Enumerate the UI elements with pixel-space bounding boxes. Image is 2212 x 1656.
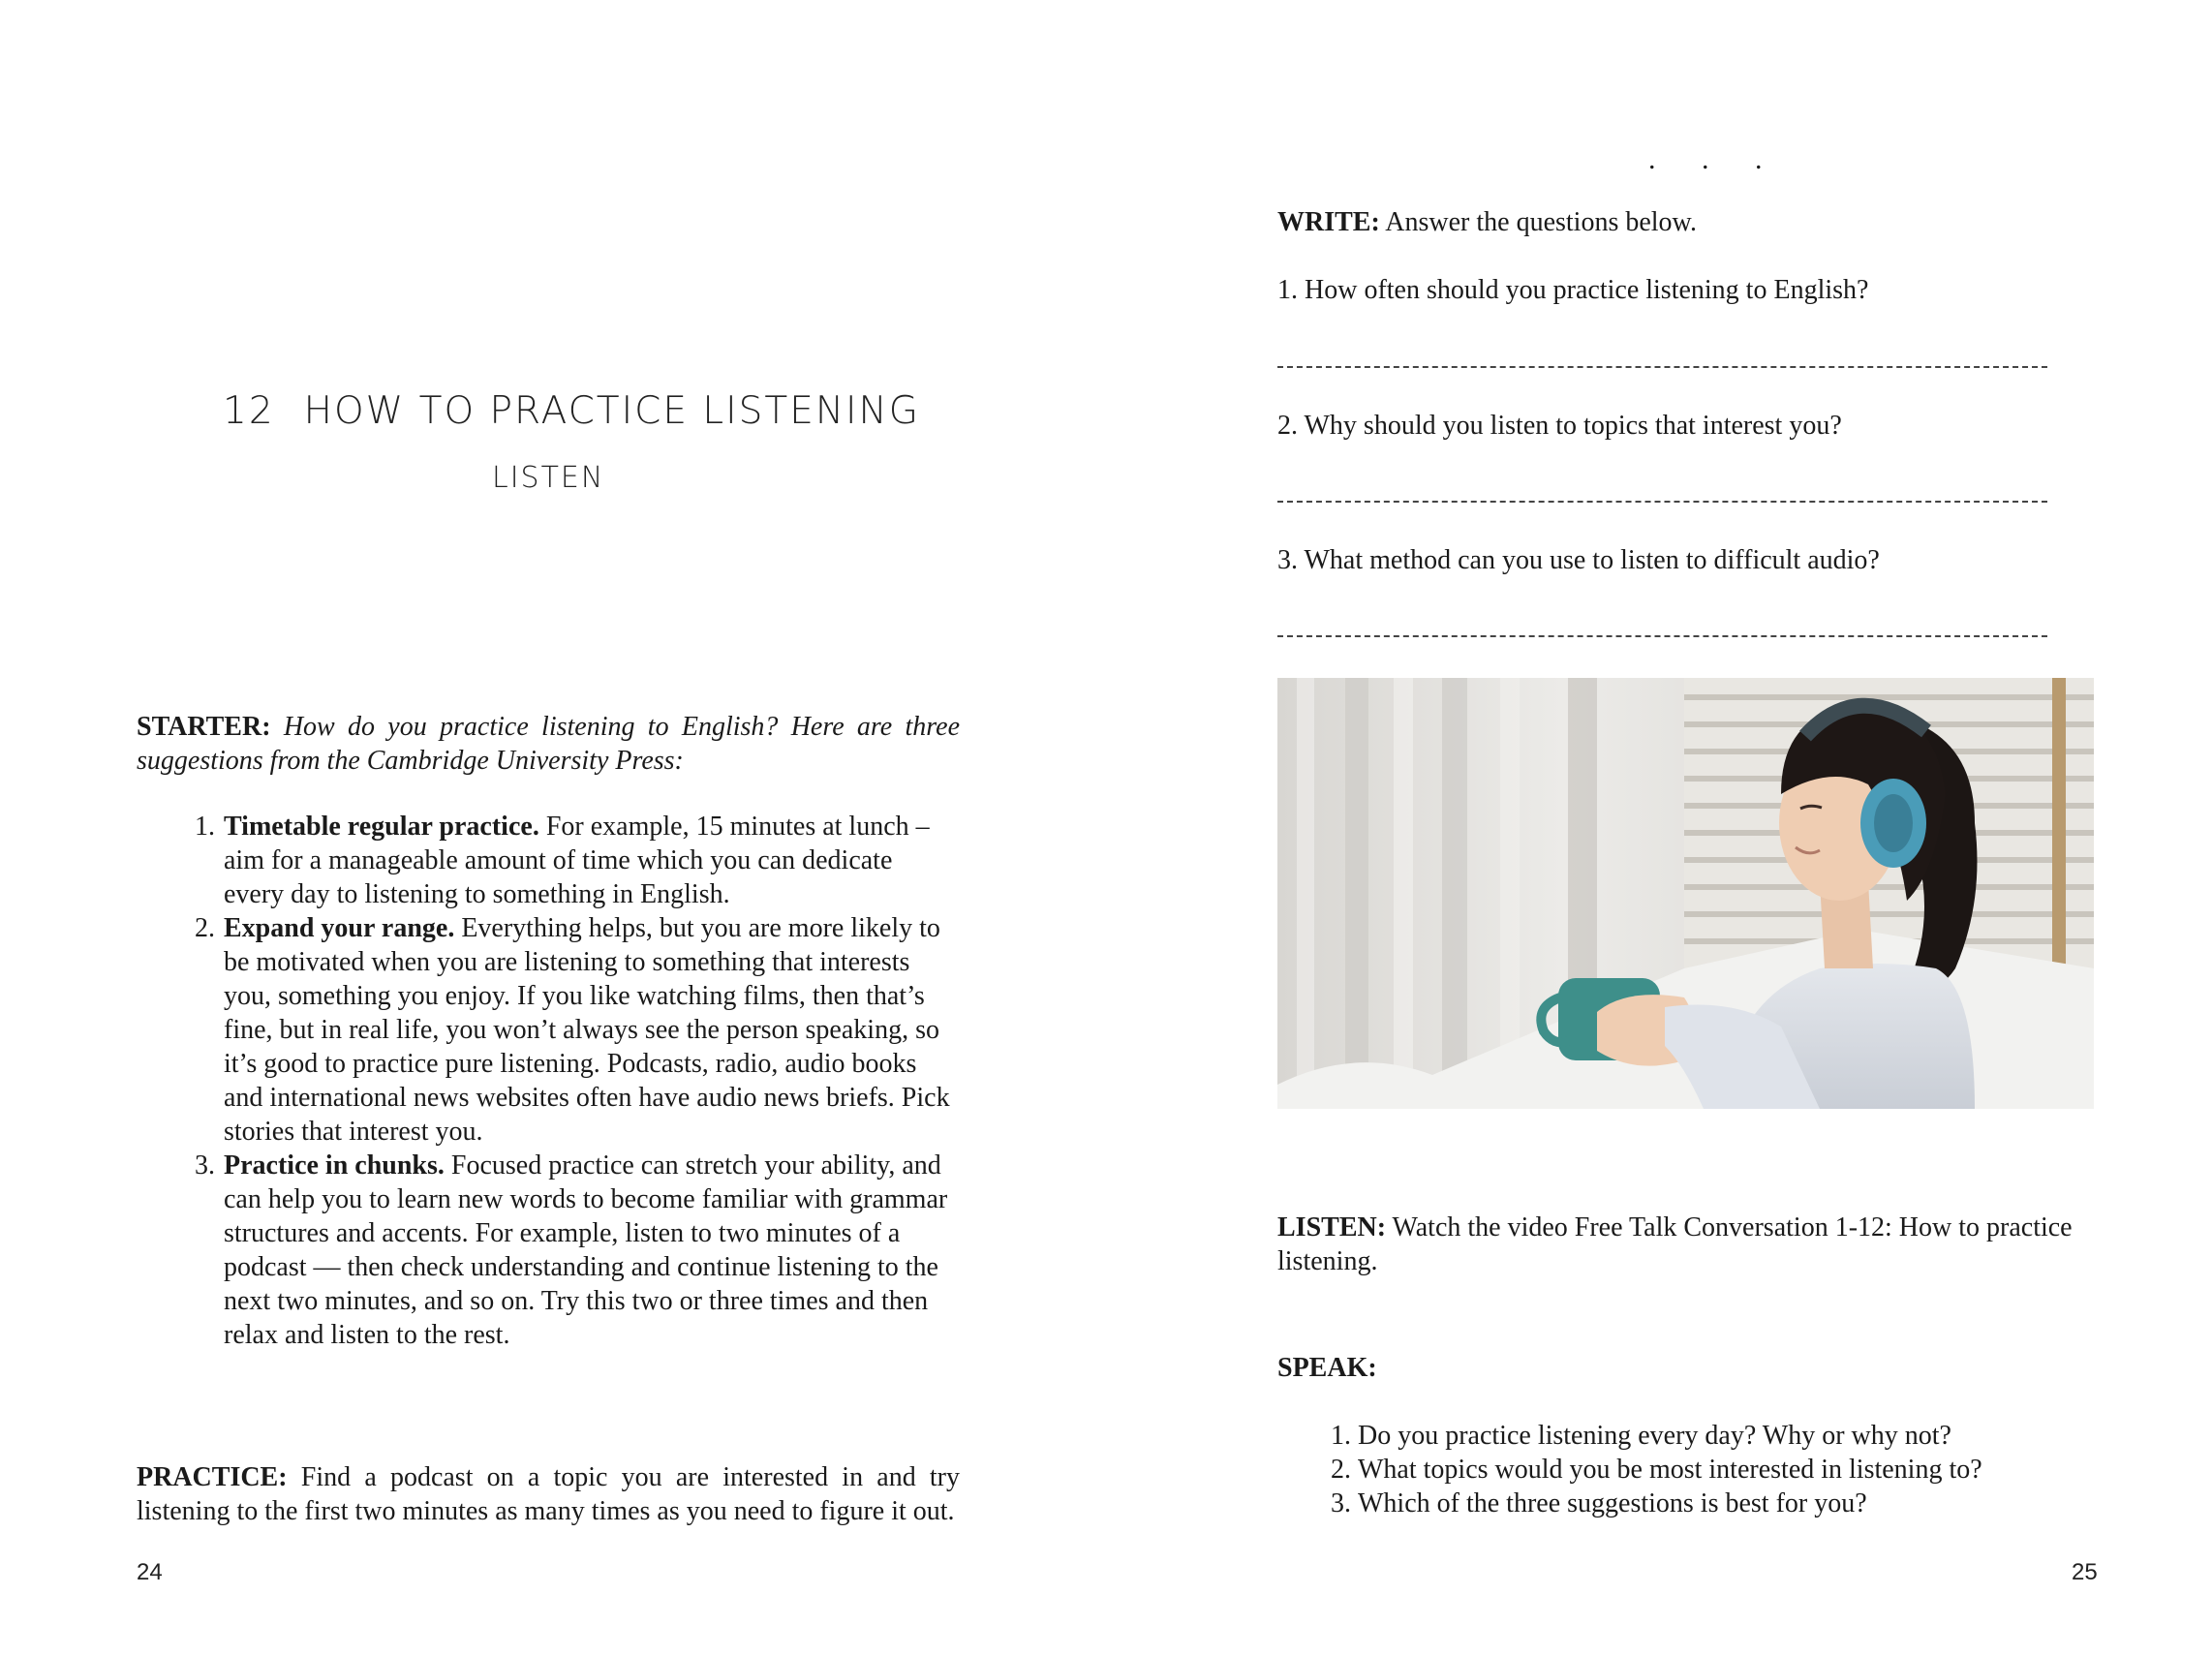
speak-heading [1277, 1351, 1377, 1385]
question-2: 2. Why should you listen to topics that interest you? [1277, 411, 1842, 441]
woman-listening-photo [1277, 678, 2094, 1109]
suggestion-title: Timetable regular practice. [224, 812, 539, 842]
speak-questions-list [1329, 1419, 2036, 1520]
suggestion-title: Expand your range. [224, 913, 455, 943]
practice-paragraph [137, 1460, 960, 1528]
answer-line-3 [1277, 635, 2047, 637]
list-item [222, 810, 958, 911]
practice-label: PRACTICE: [137, 1462, 288, 1492]
answer-line-1 [1277, 366, 2047, 368]
write-label: WRITE: [1277, 207, 1380, 237]
answer-line-2 [1277, 501, 2047, 503]
write-text: Answer the questions below. [1385, 207, 1697, 237]
list-item: 1. Do you practice listening every day? Why or why not? [1358, 1419, 2036, 1453]
list-item [222, 1149, 958, 1352]
question-3: 3. What method can you use to listen to difficult audio? [1277, 545, 1880, 575]
chapter-number: 12 [223, 389, 275, 433]
practice-text-line1: Find a podcast on a topic you are interested in and try [300, 1462, 960, 1492]
starter-text-line2: suggestions from the Cambridge University Press: [137, 746, 684, 776]
page-number-left: 24 [137, 1559, 163, 1585]
chapter-title-text: HOW TO PRACTICE LISTENING [303, 389, 920, 433]
suggestion-text: Focused practice can stretch your ability, and can help you to learn new words to become familiar with grammar structures and accents. For example, listen to two minutes of a podcast — then check understanding and continue listening to the next two minutes, and so on. Try this two or three times and then relax and listen to the rest. [224, 1150, 948, 1350]
chapter-title [223, 389, 920, 433]
question-1: 1. How often should you practice listening to English? [1277, 275, 1869, 305]
suggestion-text: For example, 15 minutes at lunch – aim for a manageable amount of time which you can dedicate every day to listening to something in English. [224, 812, 930, 909]
listen-text: Watch the video Free Talk Conversation 1-12: How to practice listening. [1277, 1212, 2073, 1276]
page-number-right: 25 [2072, 1559, 2098, 1585]
write-instruction [1277, 205, 1697, 239]
photo-illustration [1277, 678, 2094, 1109]
starter-paragraph [137, 710, 960, 778]
list-item: 3. Which of the three suggestions is best for you? [1358, 1487, 2036, 1520]
suggestion-title: Practice in chunks. [224, 1150, 445, 1181]
listen-label: LISTEN: [1277, 1212, 1387, 1242]
starter-label: STARTER: [137, 712, 271, 742]
practice-text-line2: listening to the first two minutes as many times as you need to figure it out. [137, 1496, 955, 1526]
list-item: 2. What topics would you be most interested in listening to? [1358, 1453, 2036, 1487]
listen-instruction [1277, 1211, 2096, 1278]
section-break-dots: . . . [1648, 143, 1782, 175]
chapter-subtitle: LISTEN [492, 461, 605, 495]
right-page [1106, 0, 2212, 1656]
list-item [222, 911, 958, 1149]
speak-label: SPEAK: [1277, 1353, 1377, 1383]
suggestions-list [178, 810, 958, 1352]
suggestion-text: Everything helps, but you are more likely to be motivated when you are listening to something that interests you, something you enjoy. If you like watching films, then that’s fine, but in real life, you won’t always see the person speaking, so it’s good to practice pure listening. Podcasts, radio, audio books and international news websites often have audio news briefs. Pick stories that interest you. [224, 913, 950, 1147]
starter-text-line1: How do you practice listening to English? Here are three [283, 712, 960, 742]
